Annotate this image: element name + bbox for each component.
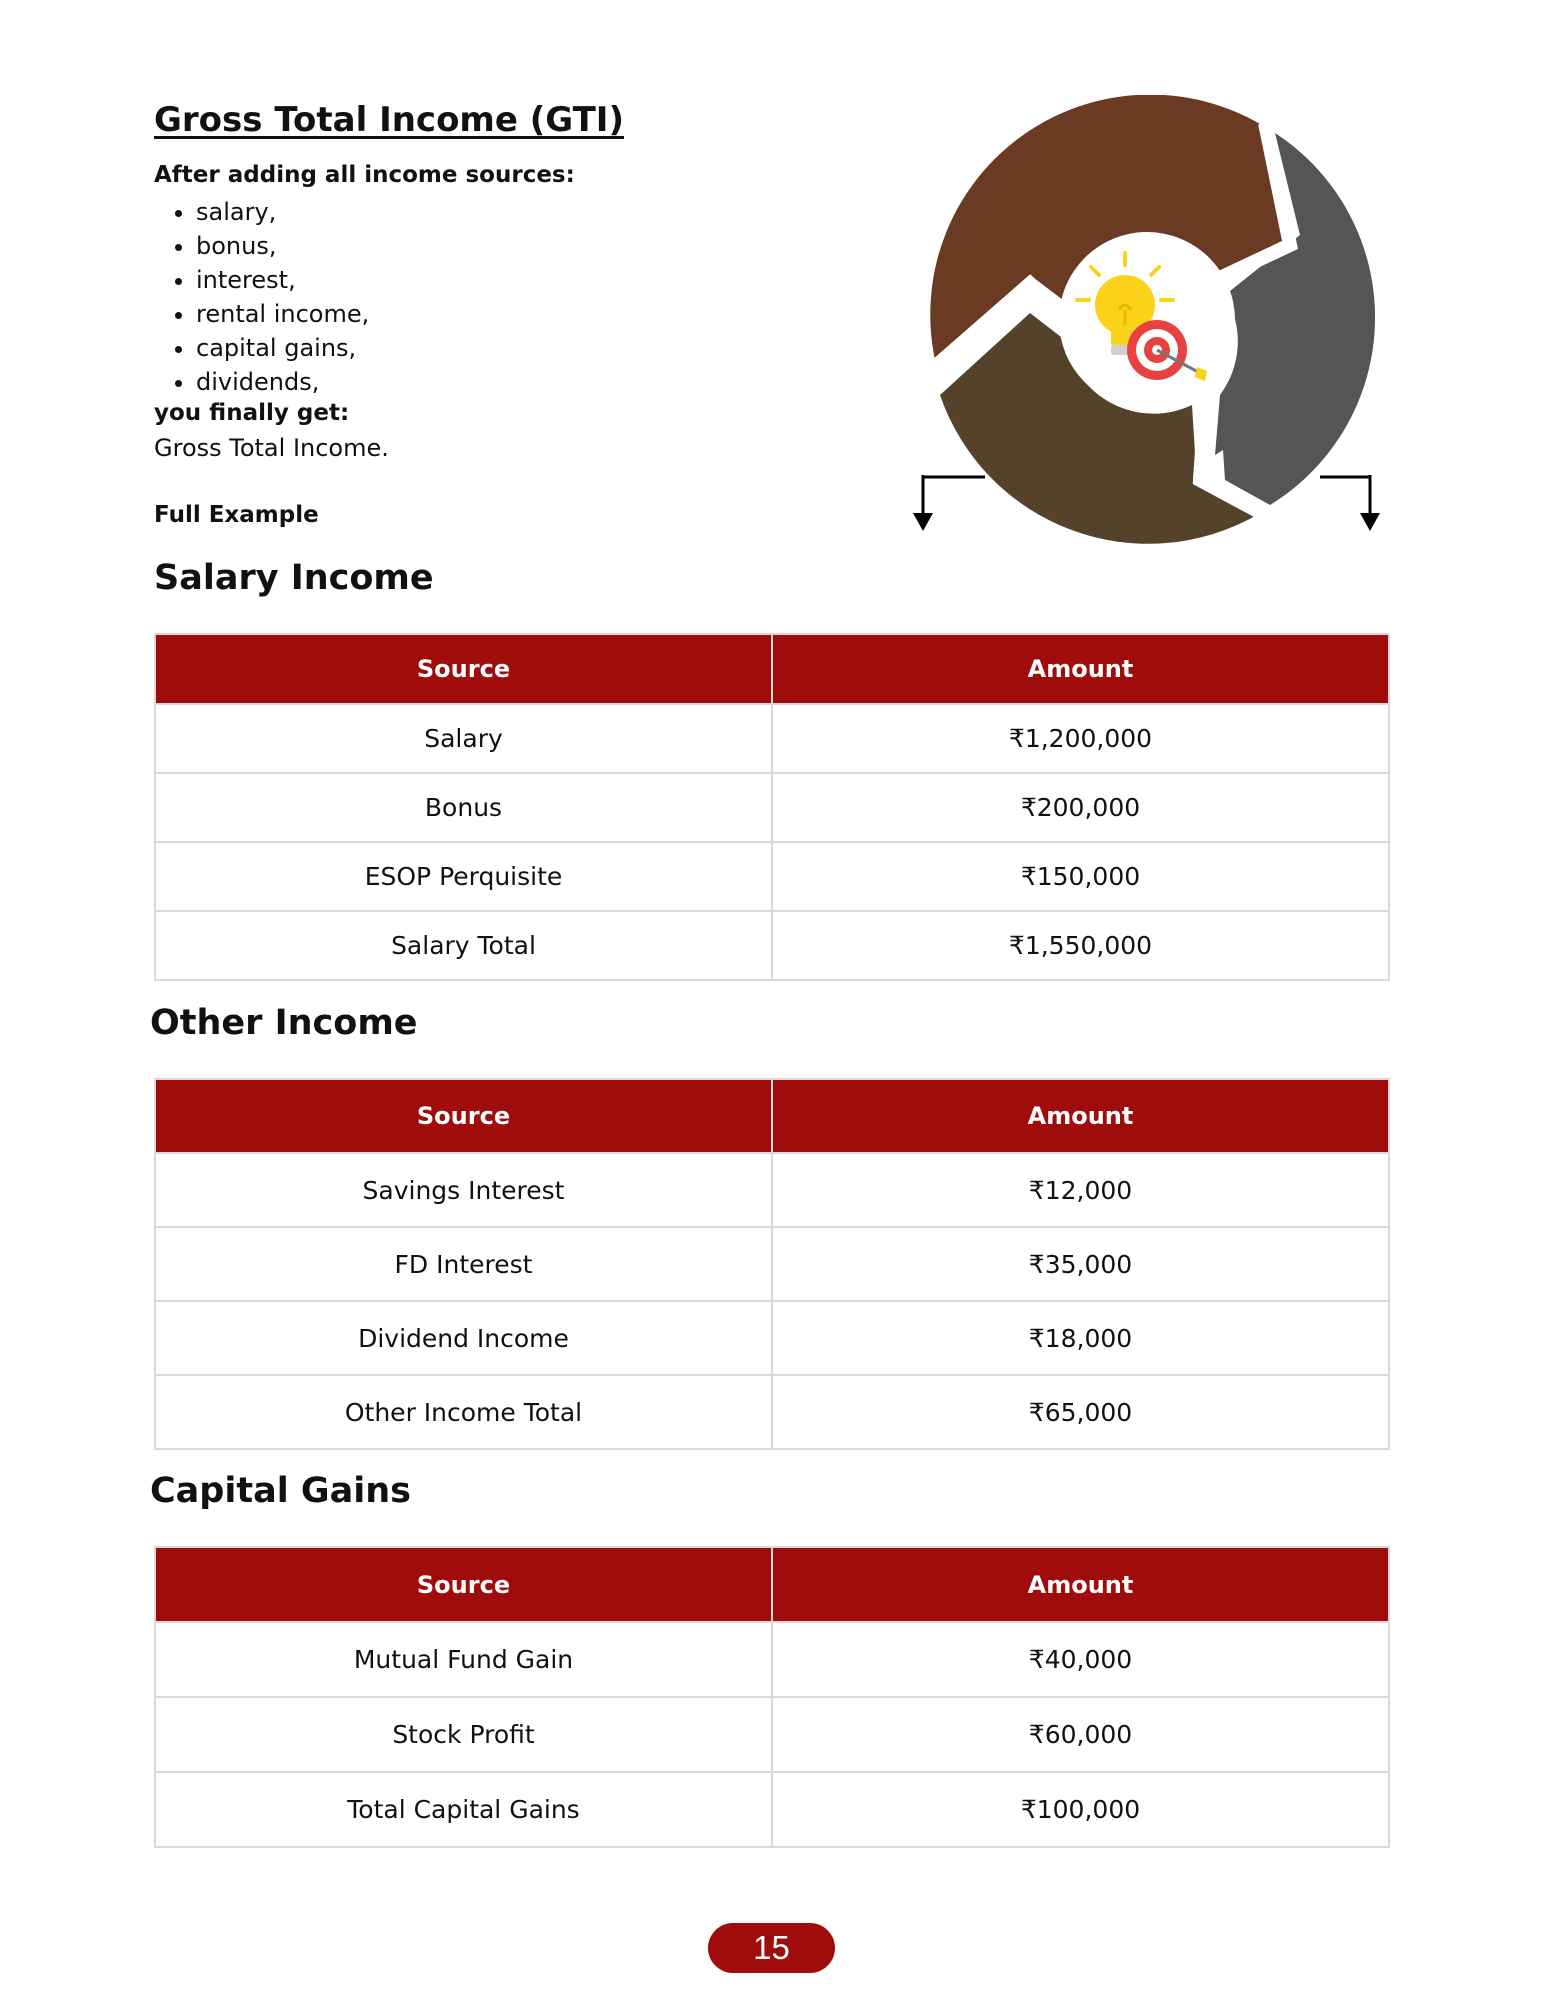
intro-finally: you finally get: bbox=[154, 400, 350, 426]
source-cell: Other Income Total bbox=[155, 1375, 772, 1449]
full-example-label: Full Example bbox=[154, 502, 319, 528]
source-cell: ESOP Perquisite bbox=[155, 842, 772, 911]
list-item: • bonus, bbox=[196, 229, 369, 263]
amount-cell: ₹65,000 bbox=[772, 1375, 1389, 1449]
section-title-capital: Capital Gains bbox=[150, 1471, 411, 1511]
table-row bbox=[155, 911, 1389, 980]
table-row bbox=[155, 1227, 1389, 1301]
table-row bbox=[155, 773, 1389, 842]
list-item: • salary, bbox=[196, 195, 369, 229]
intro-result: Gross Total Income. bbox=[154, 434, 389, 462]
source-cell: Stock Profit bbox=[155, 1697, 772, 1772]
section-title-salary: Salary Income bbox=[154, 558, 434, 598]
table-header-row bbox=[155, 1079, 1389, 1153]
source-cell: Total Capital Gains bbox=[155, 1772, 772, 1847]
column-header-amount: Amount bbox=[772, 634, 1389, 704]
page-number-badge: 15 bbox=[708, 1923, 835, 1973]
amount-cell: ₹1,550,000 bbox=[772, 911, 1389, 980]
amount-cell: ₹18,000 bbox=[772, 1301, 1389, 1375]
source-cell: Salary bbox=[155, 704, 772, 773]
amount-cell: ₹12,000 bbox=[772, 1153, 1389, 1227]
source-cell: Dividend Income bbox=[155, 1301, 772, 1375]
source-cell: Salary Total bbox=[155, 911, 772, 980]
page-title: Gross Total Income (GTI) bbox=[154, 100, 624, 140]
table-row bbox=[155, 1622, 1389, 1697]
income-sources-list bbox=[154, 195, 369, 399]
table-row bbox=[155, 1772, 1389, 1847]
table-row bbox=[155, 1153, 1389, 1227]
other-income-table bbox=[154, 1078, 1390, 1450]
column-header-source: Source bbox=[155, 1547, 772, 1622]
salary-income-table bbox=[154, 633, 1390, 981]
table-row bbox=[155, 1375, 1389, 1449]
source-cell: Mutual Fund Gain bbox=[155, 1622, 772, 1697]
amount-cell: ₹150,000 bbox=[772, 842, 1389, 911]
amount-cell: ₹1,200,000 bbox=[772, 704, 1389, 773]
intro-lead: After adding all income sources: bbox=[154, 162, 575, 188]
list-item: • dividends, bbox=[196, 365, 369, 399]
section-title-other: Other Income bbox=[150, 1003, 418, 1043]
source-cell: Bonus bbox=[155, 773, 772, 842]
column-header-amount: Amount bbox=[772, 1079, 1389, 1153]
table-header-row bbox=[155, 1547, 1389, 1622]
column-header-source: Source bbox=[155, 634, 772, 704]
amount-cell: ₹200,000 bbox=[772, 773, 1389, 842]
lightbulb-target-cycle-icon bbox=[905, 95, 1395, 550]
table-row bbox=[155, 704, 1389, 773]
column-header-amount: Amount bbox=[772, 1547, 1389, 1622]
amount-cell: ₹40,000 bbox=[772, 1622, 1389, 1697]
source-cell: Savings Interest bbox=[155, 1153, 772, 1227]
amount-cell: ₹60,000 bbox=[772, 1697, 1389, 1772]
amount-cell: ₹35,000 bbox=[772, 1227, 1389, 1301]
list-item: • capital gains, bbox=[196, 331, 369, 365]
capital-gains-table bbox=[154, 1546, 1390, 1848]
table-row bbox=[155, 1301, 1389, 1375]
table-row bbox=[155, 1697, 1389, 1772]
amount-cell: ₹100,000 bbox=[772, 1772, 1389, 1847]
column-header-source: Source bbox=[155, 1079, 772, 1153]
table-row bbox=[155, 842, 1389, 911]
table-header-row bbox=[155, 634, 1389, 704]
list-item: • interest, bbox=[196, 263, 369, 297]
source-cell: FD Interest bbox=[155, 1227, 772, 1301]
list-item: • rental income, bbox=[196, 297, 369, 331]
